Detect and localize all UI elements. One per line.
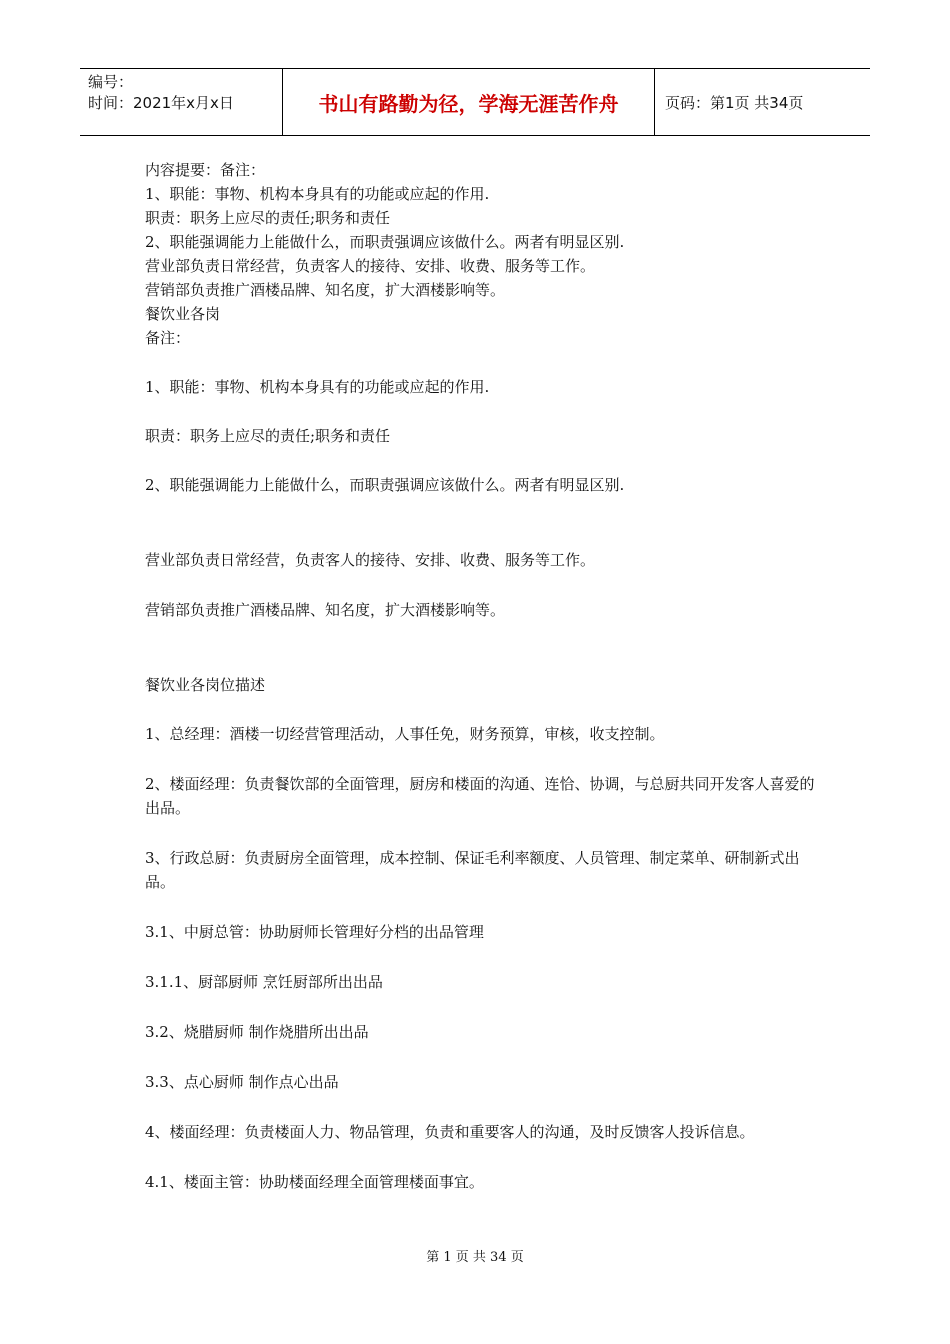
body-line: 备注： xyxy=(145,329,191,347)
body-line: 3.1、中厨总管：协助厨师长管理好分档的出品管理 xyxy=(145,923,484,941)
header-page-info: 页码：第1页 共34页 xyxy=(665,93,804,112)
document-body xyxy=(145,158,825,1194)
body-line: 内容提要：备注： xyxy=(145,161,266,179)
body-line: 3.2、烧腊厨师 制作烧腊所出出品 xyxy=(145,1023,369,1041)
body-line: 1、职能：事物、机构本身具有的功能或应起的作用. xyxy=(145,378,490,396)
body-line: 营销部负责推广酒楼品牌、知名度，扩大酒楼影响等。 xyxy=(145,601,506,619)
page-footer: 第 1 页 共 34 页 xyxy=(426,1250,524,1265)
body-line: 餐饮业各岗 xyxy=(145,305,221,323)
body-line: 1、职能：事物、机构本身具有的功能或应起的作用. xyxy=(145,185,490,203)
body-line: 3.1.1、厨部厨师 烹饪厨部所出出品 xyxy=(145,973,383,991)
body-line: 职责：职务上应尽的责任;职务和责任 xyxy=(145,209,391,227)
page-header xyxy=(80,68,870,136)
document-number-label: 编号： xyxy=(88,73,134,91)
header-left-cell xyxy=(80,69,282,135)
body-line: 2、职能强调能力上能做什么，而职责强调应该做什么。两者有明显区别. xyxy=(145,476,625,494)
body-line: 营业部负责日常经营，负责客人的接待、安排、收费、服务等工作。 xyxy=(145,257,596,275)
body-paragraph: 2、楼面经理：负责餐饮部的全面管理，厨房和楼面的沟通、连恰、协调，与总厨共同开发客人喜爱的出品。 xyxy=(145,775,815,817)
body-line: 职责：职务上应尽的责任;职务和责任 xyxy=(145,427,391,445)
document-time-label: 时间：2021年x月x日 xyxy=(88,94,234,112)
section-title: 餐饮业各岗位描述 xyxy=(145,676,266,694)
body-line: 3.3、点心厨师 制作点心出品 xyxy=(145,1073,339,1091)
body-line: 营销部负责推广酒楼品牌、知名度，扩大酒楼影响等。 xyxy=(145,281,506,299)
body-line: 2、职能强调能力上能做什么，而职责强调应该做什么。两者有明显区别. xyxy=(145,233,625,251)
header-motto: 书山有路勤为径，学海无涯苦作舟 xyxy=(282,69,655,135)
body-line: 1、总经理：酒楼一切经营管理活动，人事任免，财务预算，审核，收支控制。 xyxy=(145,725,665,743)
body-line: 4、楼面经理：负责楼面人力、物品管理，负责和重要客人的沟通，及时反馈客人投诉信息。 xyxy=(145,1123,755,1141)
body-line: 营业部负责日常经营，负责客人的接待、安排、收费、服务等工作。 xyxy=(145,551,596,569)
body-line: 4.1、楼面主管：协助楼面经理全面管理楼面事宜。 xyxy=(145,1173,484,1191)
body-paragraph: 3、行政总厨：负责厨房全面管理，成本控制、保证毛利率额度、人员管理、制定菜单、研制新式出品。 xyxy=(145,849,800,891)
